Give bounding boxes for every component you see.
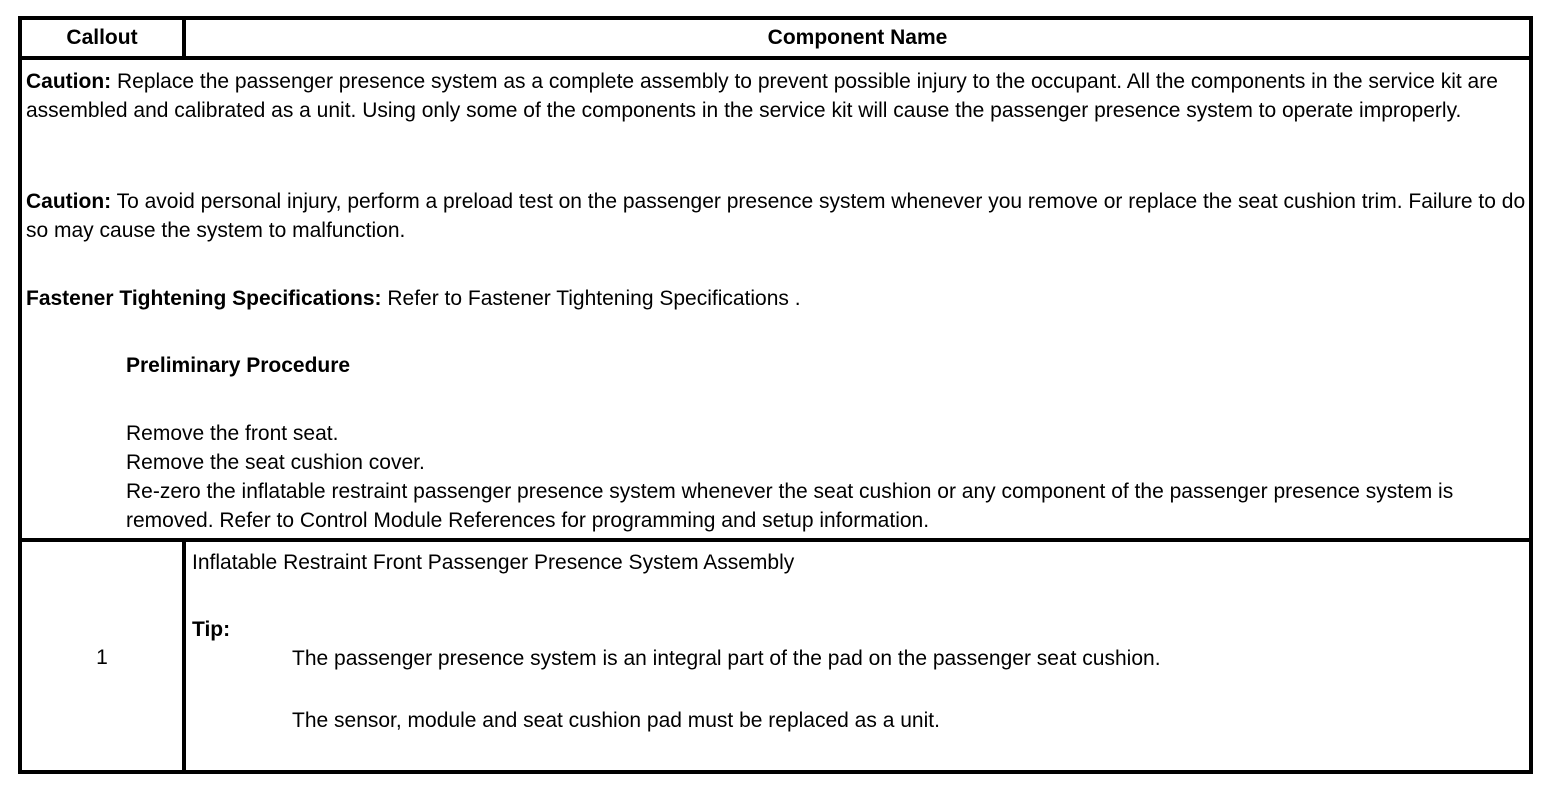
fastener-text: Refer to Fastener Tightening Specifications . <box>381 287 801 310</box>
procedure-step: Remove the front seat. <box>126 422 339 445</box>
procedure-step: Remove the seat cushion cover. <box>126 451 425 474</box>
table-header-row <box>22 20 1529 60</box>
caution-text: Replace the passenger presence system as a complete assembly to prevent possible injury to the occupant. All the components in the service kit are assembled and calibrated as a unit. Using only some of the components in the service kit will cause the passenger presence system to operate improperly. <box>26 70 1498 122</box>
caution-label: Caution: <box>26 70 112 93</box>
component-cell <box>186 542 1529 770</box>
caution-text: To avoid personal injury, perform a preload test on the passenger presence system whenever you remove or replace the seat cushion trim. Failure to do so may cause the system to malfunction. <box>26 190 1526 242</box>
notes-row <box>22 60 1529 542</box>
tip-label: Tip: <box>192 618 231 641</box>
tip-text: The sensor, module and seat cushion pad must be replaced as a unit. <box>292 709 940 732</box>
caution-note-2 <box>26 187 1526 245</box>
callout-cell <box>22 542 186 770</box>
callout-column-header: Callout <box>22 20 186 56</box>
fastener-spec-note <box>26 284 1526 313</box>
caution-note-1 <box>26 67 1526 125</box>
component-title: Inflatable Restraint Front Passenger Presence System Assembly <box>192 551 795 574</box>
table-row <box>22 542 1529 770</box>
component-name-column-header: Component Name <box>767 26 948 49</box>
component-table <box>18 16 1533 774</box>
caution-label: Caution: <box>26 190 112 213</box>
preliminary-procedure-title: Preliminary Procedure <box>126 354 351 377</box>
callout-number: 1 <box>96 646 108 669</box>
tip-text: The passenger presence system is an integral part of the pad on the passenger seat cushion. <box>292 647 1161 670</box>
procedure-step: Re-zero the inflatable restraint passenger presence system whenever the seat cushion or any component of the passenger presence system is removed. Refer to Control Module References for programming and setup information. <box>126 480 1454 532</box>
fastener-label: Fastener Tightening Specifications: <box>26 287 382 310</box>
